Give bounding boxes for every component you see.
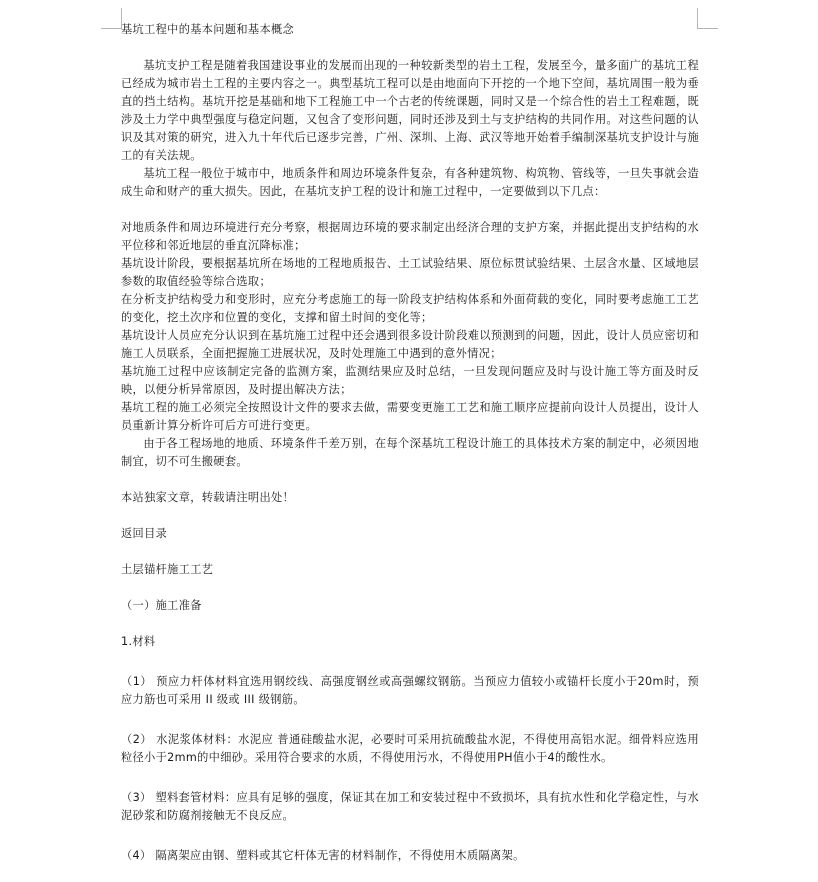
subsection-title: （一）施工准备	[121, 599, 202, 612]
material-item-4: （4） 隔离架应由钢、塑料或其它杆体无害的材料制作，不得使用木质隔离架。	[121, 849, 525, 862]
page-corner-mark-left	[101, 8, 122, 29]
point-5: 基坑施工过程中应该制定完备的监测方案，监测结果应及时总结，一旦发现问题应及时与设计施工等方面及时反映，以便分析异常原因，及时提出解决方法；	[121, 365, 699, 396]
material-item-1: （1） 预应力杆体材料宜选用钢绞线、高强度钢丝或高强螺纹钢筋。当预应力值较小或锚杆长度小于20m时，预应力筋也可采用 II 级或 III 级钢筋。	[121, 675, 699, 706]
point-6: 基坑工程的施工必须完全按照设计文件的要求去做，需要变更施工工艺和施工顺序应提前向设计人员提出，设计人员重新计算分析许可后方可进行变更。	[121, 401, 699, 432]
closing-paragraph: 由于各工程场地的地质、环境条件千差万别，在每个深基坑工程设计施工的具体技术方案的制定中，必须因地制宜，切不可生搬硬套。	[121, 437, 699, 468]
point-3: 在分析支护结构受力和变形时，应充分考虑施工的每一阶段支护结构体系和外面荷载的变化，同时要考虑施工工艺的变化，挖土次序和位置的变化，支撑和留土时间的变化等；	[121, 293, 699, 324]
intro-paragraph-1: 基坑支护工程是随着我国建设事业的发展而出现的一种较新类型的岩土工程，发展至今，量多面广的基坑工程已经成为城市岩土工程的主要内容之一。典型基坑工程可以是由地面向下开挖的一个地下空间，基坑周围一般为垂直的挡土结构。基坑开挖是基础和地下工程施工中一个古老的传统课题，同时又是一个综合性的岩土工程难题，既涉及土力学中典型强度与稳定问题，又包含了变形问题，同时还涉及到土与支护结构的共同作用。对这些问题的认识及其对策的研究，进入九十年代后已逐步完善，广州、深圳、上海、武汉等地开始着手编制深基坑支护设计与施工的有关法规。	[121, 59, 699, 162]
sub-heading: 1.材料	[121, 635, 156, 648]
intro-paragraph-2: 基坑工程一般位于城市中，地质条件和周边环境条件复杂，有各种建筑物、构筑物、管线等，一旦失事就会造成生命和财产的重大损失。因此，在基坑支护工程的设计和施工过程中，一定要做到以下几点：	[121, 167, 699, 198]
blank-line	[121, 201, 699, 219]
document-title: 基坑工程中的基本问题和基本概念	[121, 23, 295, 36]
section-title: 土层锚杆施工工艺	[121, 563, 214, 576]
point-4: 基坑设计人员应充分认识到在基坑施工过程中还会遇到很多设计阶段难以预测到的问题，因此，设计人员应密切和施工人员联系，全面把握施工进展状况，及时处理施工中遇到的意外情况；	[121, 329, 699, 360]
material-item-2: （2） 水泥浆体材料：水泥应 普通硅酸盐水泥，必要时可采用抗硫酸盐水泥，不得使用高铝水泥。细骨料应选用粒径小于2mm的中细砂。采用符合要求的水质，不得使用污水，不得使用PH值小于4的酸性水。	[121, 733, 699, 764]
back-to-contents-link[interactable]: 返回目录	[121, 527, 168, 540]
material-item-3: （3） 塑料套管材料：应具有足够的强度，保证其在加工和安装过程中不致损坏，具有抗水性和化学稳定性，与水泥砂浆和防腐剂接触无不良反应。	[121, 791, 699, 822]
point-2: 基坑设计阶段，要根据基坑所在场地的工程地质报告、土工试验结果、原位标贯试验结果、土层含水量、区域地层参数的取值经验等综合选取；	[121, 257, 699, 288]
copyright-note: 本站独家文章，转载请注明出处！	[121, 491, 295, 504]
point-1: 对地质条件和周边环境进行充分考察，根据周边环境的要求制定出经济合理的支护方案，并据此提出支护结构的水平位移和邻近地层的垂直沉降标准；	[121, 221, 699, 252]
document-body[interactable]	[121, 21, 699, 865]
page-corner-mark-right	[697, 8, 718, 29]
